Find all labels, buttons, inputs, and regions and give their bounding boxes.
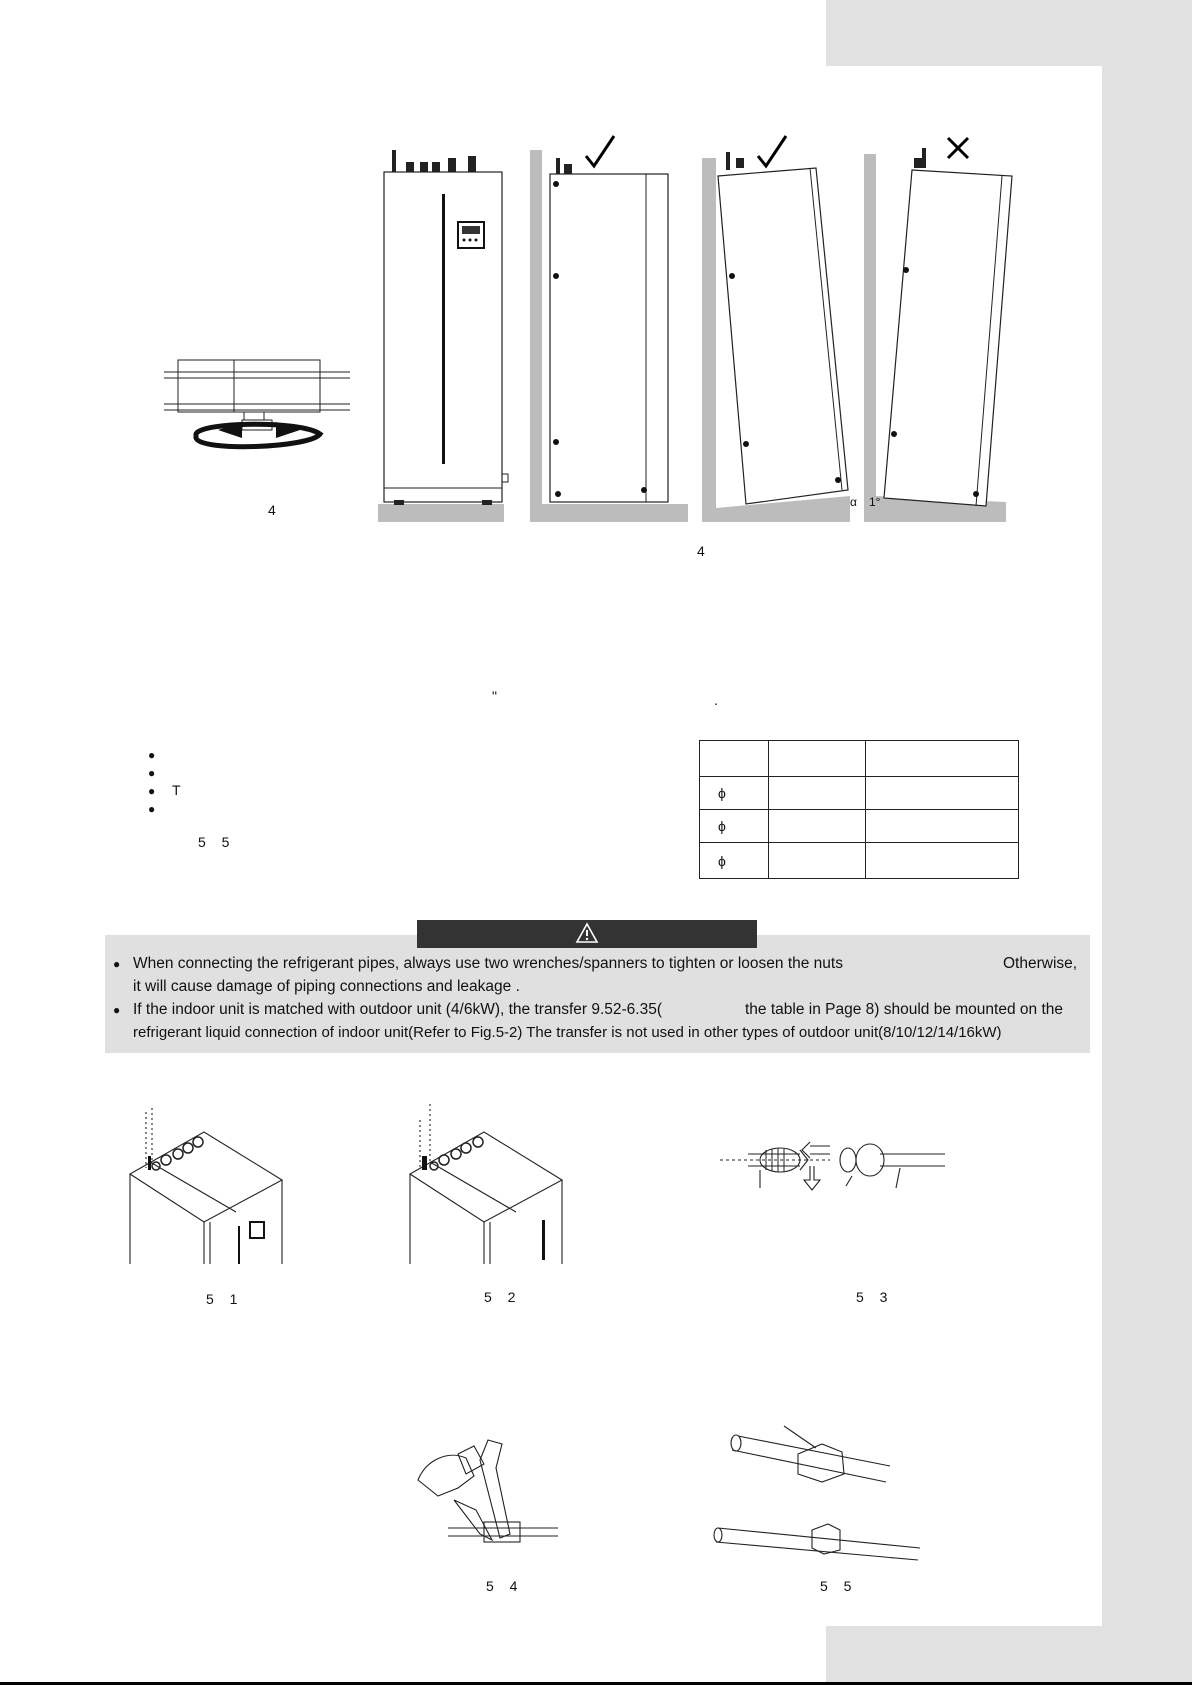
table-cell [866,810,1019,843]
warning-line-4: refrigerant liquid connection of indoor unit(Refer to Fig.5-2) The transfer is not used in other types of outdoor unit(8/10/12/14/16kW) [133,1024,1002,1041]
table-cell [866,777,1019,810]
unit-top-view-figure-5-2 [406,1104,576,1264]
stray-dot-mark: . [714,692,718,708]
warning-line-2: it will cause damage of piping connections and leakage . [133,978,520,995]
leveling-foot-figure [160,360,360,460]
table-cell [769,843,866,879]
table-cell [866,843,1019,879]
pipe-size-table [699,740,1019,879]
table-row [700,777,1019,810]
bullet-dot-2: ● [148,766,156,780]
tilt-alpha-label: α [850,495,857,509]
unit-lean-forward-wrong-figure [864,130,1014,522]
table-cell [769,810,866,843]
warning-line-3a: If the indoor unit is matched with outdoor unit (4/6kW), the transfer 9.52-6.35( [133,1001,662,1018]
table-cell: ϕ [700,777,769,810]
warning-line-1b: Otherwise, [1003,955,1078,972]
figure-caption-5-3: 5 3 [856,1289,894,1305]
tilt-one-degree-label: 1° [869,495,881,509]
stray-quote-mark: " [492,688,497,704]
warning-line-1a: When connecting the refrigerant pipes, always use two wrenches/spanners to tighten or loosen the nuts [133,955,843,972]
table-header-cell [700,741,769,777]
bullet-dot-1: ● [148,748,156,762]
unit-lean-back-correct-figure [702,130,852,522]
figure-caption-5-4: 5 4 [486,1578,524,1594]
indoor-unit-front-figure [378,144,510,522]
figure-caption-5-2: 5 2 [484,1289,522,1305]
warning-bullet-dot: ● [113,1003,121,1017]
warning-bullet-dot: ● [113,957,121,971]
figure-caption-4a: 4 [268,502,282,518]
table-row [700,843,1019,879]
bullet-reference: 5 5 [198,834,236,850]
table-header-cell [769,741,866,777]
bullet-dot-3: ● [148,784,156,798]
bullet-dot-4: ● [148,802,156,816]
figure-caption-5-1: 5 1 [206,1291,244,1307]
unit-top-view-figure-5-1 [126,1108,296,1264]
warning-header-bar [417,920,757,948]
table-cell: ϕ [700,843,769,879]
figure-caption-4b: 4 [697,543,711,559]
flare-nut-connection-figure-5-3 [720,1136,950,1192]
bullet-text-3: T [172,782,181,798]
warning-line-3b: the table in Page 8) should be mounted on the [745,1001,1063,1018]
unit-vertical-correct-figure [530,130,690,522]
figure-caption-5-5: 5 5 [820,1578,858,1594]
warning-box [105,935,1090,1053]
table-cell: ϕ [700,810,769,843]
warning-triangle-icon [575,922,599,944]
pipe-insulation-figure-5-5 [712,1426,926,1566]
table-row [700,810,1019,843]
page-margin-right-bar [1102,0,1192,1685]
two-wrench-tightening-figure-5-4 [418,1440,568,1550]
page-margin-bottom-block [826,1626,1192,1685]
table-cell [769,777,866,810]
table-header-cell [866,741,1019,777]
